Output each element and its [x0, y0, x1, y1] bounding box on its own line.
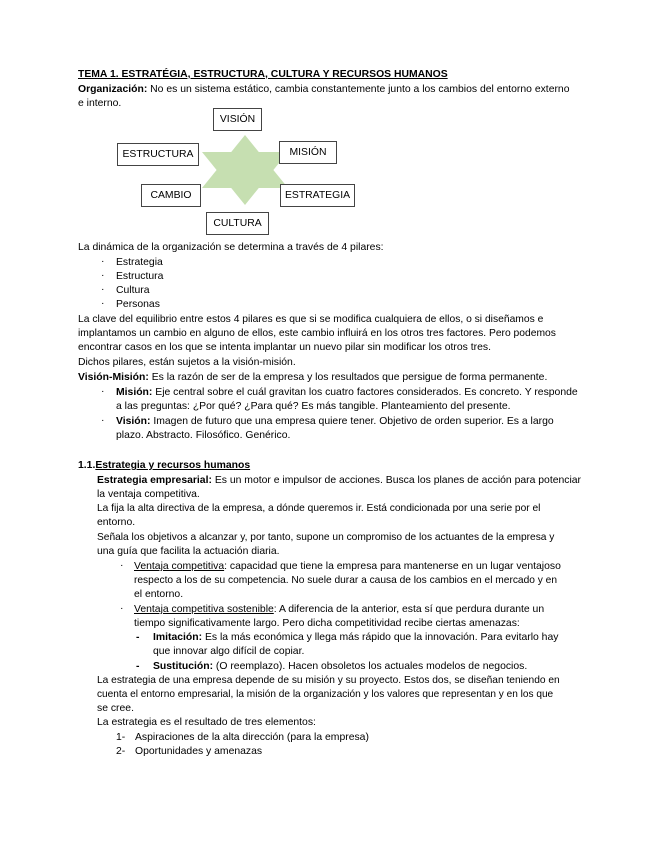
estrategia-empresarial-cont: la ventaja competitiva. [97, 489, 200, 500]
section-title: Estrategia y recursos humanos [95, 460, 251, 471]
box-mision: MISIÓN [279, 141, 337, 164]
bullet-dot: · [101, 284, 105, 295]
estrategia-empresarial-text: Es un motor e impulsor de acciones. Busca los planes de acción para potenciar [214, 475, 582, 486]
vision-label: Visión: [116, 416, 151, 427]
fija-line-cont: entorno. [97, 517, 136, 528]
sustitucion-text: (O reemplazo). Hacen obsoletos los actuales modelos de negocios. [215, 661, 528, 672]
box-vision: VISIÓN [213, 108, 262, 131]
ventaja-sostenible-cont: tiempo significativamente largo. Pero dicha competitividad recibe ciertas amenazas: [134, 618, 520, 629]
ventaja-competitiva-cont: el entorno. [134, 589, 184, 600]
senala-line: Señala los objetivos a alcanzar y, por tanto, supone un compromiso de los actuantes de la empresa y [97, 532, 555, 543]
pilar-item: Cultura [116, 285, 150, 296]
estrategia-empresarial-label: Estrategia empresarial: [97, 475, 212, 486]
pilar-item: Estructura [116, 271, 164, 282]
box-cambio: CAMBIO [141, 184, 201, 207]
pilar-item: Estrategia [116, 257, 163, 268]
resultado-line: La estrategia es el resultado de tres elementos: [97, 717, 316, 728]
equilibrio-line: implantamos un cambio en alguno de ellos, este cambio influirá en los otros tres factores. Pero podemos [78, 328, 556, 339]
section-number: 1.1. [78, 460, 96, 471]
numbered-item-number: 2- [116, 746, 126, 757]
vision-line-cont: plazo. Abstracto. Filosófico. Genérico. [116, 430, 291, 441]
vision-line [116, 415, 554, 429]
ventaja-competitiva-text: : capacidad que tiene la empresa para mantenerse en un lugar ventajoso [224, 561, 561, 572]
depende-line: cuenta el entorno empresarial, la misión de la organización y los valores que representan y en los que [97, 689, 554, 700]
mision-text: Eje central sobre el cuál gravitan los cuatro factores considerados. Es concreto. Y responde [155, 387, 578, 398]
organizacion-label: Organización: [78, 84, 148, 95]
ventaja-competitiva-line [134, 560, 561, 574]
organizacion-text-cont: e interno. [78, 98, 122, 109]
box-estrategia: ESTRATEGIA [280, 184, 355, 207]
bullet-dot: · [101, 415, 105, 426]
ventaja-sostenible-label: Ventaja competitiva sostenible [134, 604, 274, 615]
vision-mision-text: Es la razón de ser de la empresa y los resultados que persigue de forma permanente. [151, 372, 548, 383]
senala-line-cont: una guía que facilita la actuación diaria. [97, 546, 280, 557]
estrategia-empresarial-line [97, 474, 581, 488]
dash-bullet: - [136, 632, 140, 643]
bullet-dot: · [120, 560, 124, 571]
imitacion-label: Imitación: [153, 632, 203, 643]
sustitucion-label: Sustitución: [153, 661, 214, 672]
star-shape [200, 135, 290, 205]
bullet-dot: · [101, 386, 105, 397]
imitacion-line [153, 631, 558, 645]
ventaja-sostenible-text: : A diferencia de la anterior, esta sí que perdura durante un [273, 604, 545, 615]
depende-line: La estrategia de una empresa depende de su misión y su proyecto. Estos dos, se diseñan teniendo en [97, 675, 560, 686]
mision-line-cont: a las preguntas: ¿Por qué? ¿Para qué? Es más tangible. Planteamiento del presente. [116, 401, 511, 412]
fija-line: La fija la alta directiva de la empresa, a dónde queremos ir. Está condicionada por una serie por el [97, 503, 541, 514]
organizacion-text: No es un sistema estático, cambia constantemente junto a los cambios del entorno externo [150, 84, 570, 95]
sustitucion-line [153, 660, 527, 674]
bullet-dot: · [101, 256, 105, 267]
bullet-dot: · [101, 298, 105, 309]
vision-mision-label: Visión-Misión: [78, 372, 149, 383]
equilibrio-line: Dichos pilares, están sujetos a la visión-misión. [78, 357, 296, 368]
vision-mision-paragraph [78, 371, 547, 385]
ventaja-sostenible-line [134, 603, 544, 617]
equilibrio-line: encontrar casos en los que se intenta implantar un nuevo pilar sin modificar los otros tres. [78, 342, 491, 353]
section-heading [78, 459, 250, 473]
pilar-item: Personas [116, 299, 160, 310]
ventaja-competitiva-label: Ventaja competitiva [134, 561, 225, 572]
numbered-item-text: Oportunidades y amenazas [135, 746, 263, 757]
equilibrio-line: La clave del equilibrio entre estos 4 pilares es que si se modifica cualquiera de ellos, o si diseñamos e [78, 314, 544, 325]
bullet-dot: · [101, 270, 105, 281]
mision-line [116, 386, 578, 400]
dash-bullet: - [136, 661, 140, 672]
imitacion-text: Es la más económica y llega más rápido que la innovación. Para evitarlo hay [204, 632, 559, 643]
organizacion-paragraph [78, 83, 570, 97]
imitacion-cont: que innovar algo difícil de copiar. [153, 646, 305, 657]
vision-text: Imagen de futuro que una empresa quiere tener. Objetivo de orden superior. Es a largo [153, 416, 554, 427]
document-title: TEMA 1. ESTRATÉGIA, ESTRUCTURA, CULTURA Y RECURSOS HUMANOS [78, 69, 448, 80]
numbered-item-number: 1- [116, 732, 126, 743]
box-estructura: ESTRUCTURA [117, 143, 199, 166]
depende-line: se cree. [97, 703, 134, 714]
box-cultura: CULTURA [206, 212, 269, 235]
ventaja-competitiva-cont: respecto a los de su competencia. No suele durar a causa de los cambios en el mercado y en [134, 575, 558, 586]
numbered-item-text: Aspiraciones de la alta dirección (para la empresa) [135, 732, 369, 743]
pilares-intro: La dinámica de la organización se determina a través de 4 pilares: [78, 242, 384, 253]
mision-label: Misión: [116, 387, 153, 398]
bullet-dot: · [120, 603, 124, 614]
